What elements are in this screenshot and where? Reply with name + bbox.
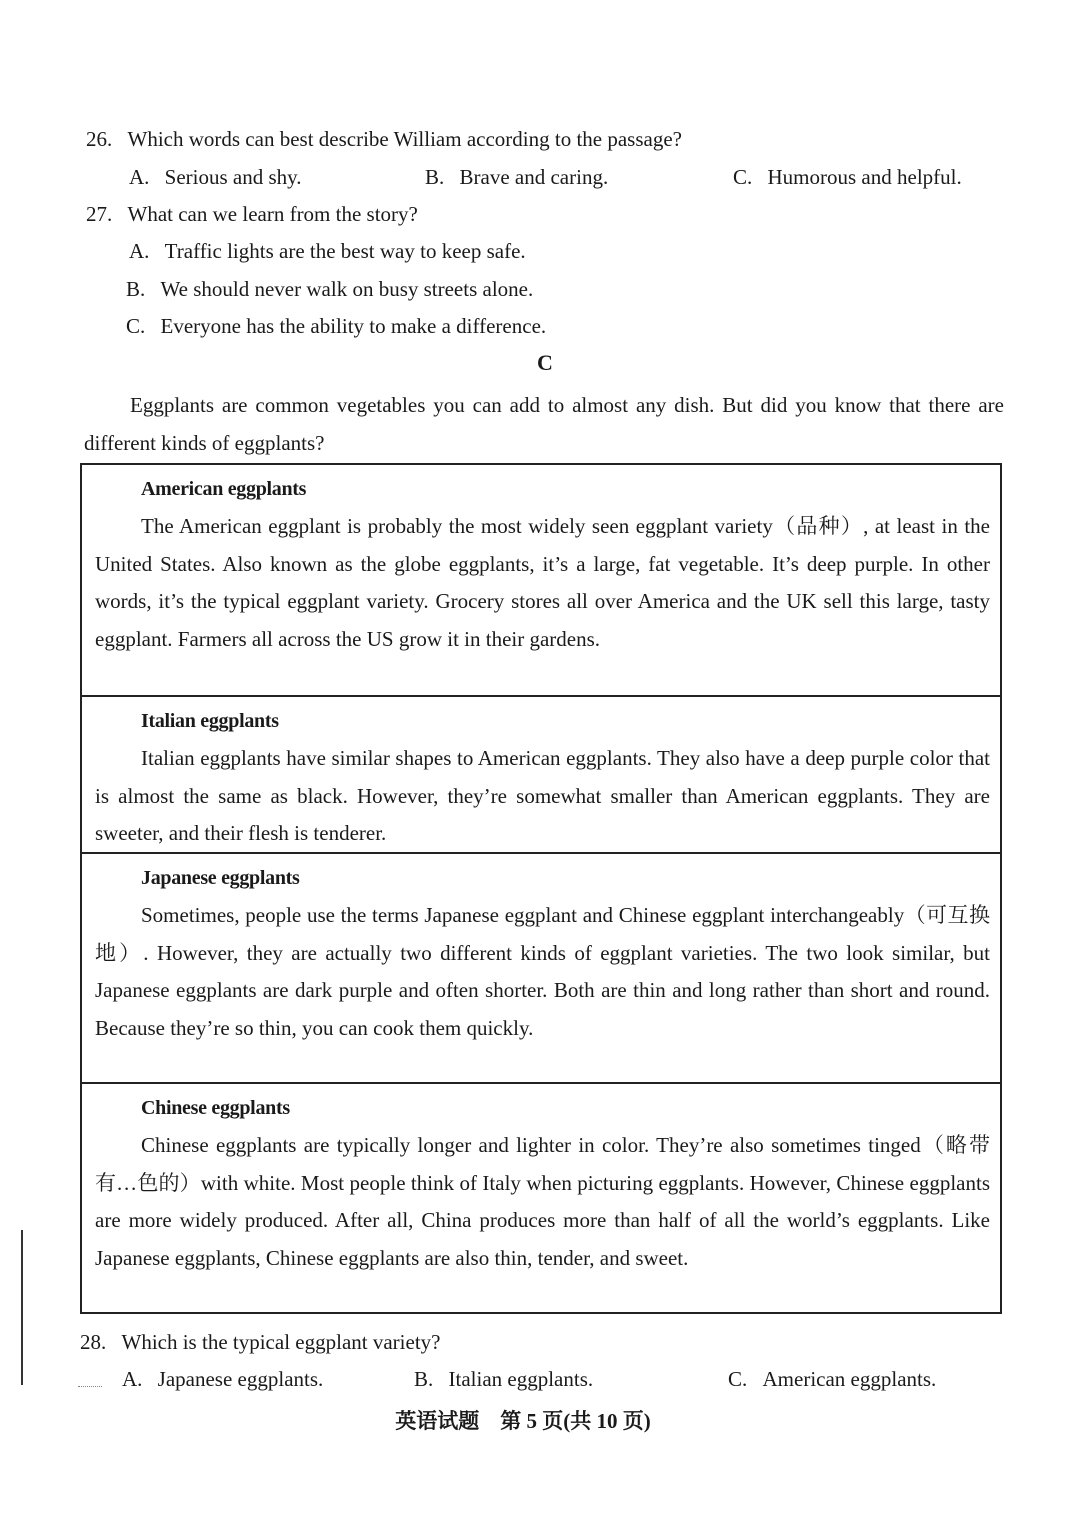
- page-footer: 英语试题 第 5 页(共 10 页): [395, 1409, 651, 1433]
- q27-option-a: [129, 237, 526, 265]
- option-label: A.: [129, 239, 150, 263]
- option-label: C.: [733, 165, 753, 189]
- cell-title: American eggplants: [141, 478, 307, 500]
- option-label: B.: [414, 1367, 434, 1391]
- option-text: Serious and shy.: [164, 165, 302, 189]
- option-label: A.: [122, 1367, 143, 1391]
- cell-text: Italian eggplants have similar shapes to American eggplants. They also have a deep purple color that is almost the same as black. However, they’re somewhat smaller than American eggplants. They are sweeter, and their flesh is tenderer.: [95, 746, 990, 845]
- option-text: We should never walk on busy streets alone.: [160, 277, 534, 301]
- table-cell-japanese: [82, 852, 1000, 1082]
- table-cell-chinese: [82, 1082, 1000, 1312]
- option-text: Italian eggplants.: [448, 1367, 594, 1391]
- cell-title: Chinese eggplants: [141, 1097, 290, 1119]
- scan-artifact-dots: [78, 1386, 102, 1387]
- question-27: [86, 200, 418, 228]
- option-label: C.: [126, 314, 146, 338]
- question-27-stem: What can we learn from the story?: [127, 202, 418, 226]
- q27-option-b: [126, 275, 533, 303]
- cell-title: Japanese eggplants: [141, 867, 300, 889]
- section-heading: C: [537, 350, 553, 375]
- q26-option-b: [425, 163, 608, 191]
- eggplant-table: [80, 463, 1002, 1314]
- option-label: A.: [129, 165, 150, 189]
- option-label: B.: [126, 277, 146, 301]
- cell-title: Italian eggplants: [141, 710, 279, 732]
- option-text: Japanese eggplants.: [157, 1367, 324, 1391]
- option-text: Traffic lights are the best way to keep safe.: [164, 239, 526, 263]
- table-cell-american: [82, 475, 1000, 695]
- option-text: Humorous and helpful.: [767, 165, 962, 189]
- section-intro: Eggplants are common vegetables you can add to almost any dish. But did you know that there are different kinds of eggplants?: [84, 393, 1004, 455]
- q26-option-a: [129, 163, 302, 191]
- question-27-number: 27.: [86, 202, 113, 226]
- q28-option-c: [728, 1365, 936, 1393]
- q27-option-c: [126, 312, 546, 340]
- q28-option-a: [122, 1365, 323, 1393]
- option-label: C.: [728, 1367, 748, 1391]
- option-text: Brave and caring.: [459, 165, 609, 189]
- cell-text: Sometimes, people use the terms Japanese eggplant and Chinese eggplant interchangeably（可互换地）. However, they are actually two different kinds of eggplant varieties. The two look similar, but Japanese eggplants are dark purple and often shorter. Both are thin and long rather than short and round. Because they’re so thin, you can cook them quickly.: [95, 903, 990, 1040]
- question-28-number: 28.: [80, 1330, 107, 1354]
- margin-line: [21, 1230, 23, 1385]
- q26-option-c: [733, 163, 962, 191]
- question-28-stem: Which is the typical eggplant variety?: [121, 1330, 441, 1354]
- question-26-number: 26.: [86, 127, 113, 151]
- option-text: Everyone has the ability to make a difference.: [160, 314, 547, 338]
- table-cell-italian: [82, 695, 1000, 852]
- q28-option-b: [414, 1365, 593, 1393]
- option-label: B.: [425, 165, 445, 189]
- cell-text: Chinese eggplants are typically longer and lighter in color. They’re also sometimes tinged（略带有…色的）with white. Most people think of Italy when picturing eggplants. However, Chinese eggplants are more widely produced. After all, China produces more than half of all the world’s eggplants. Like Japanese eggplants, Chinese eggplants are also thin, tender, and sweet.: [95, 1133, 990, 1270]
- option-text: American eggplants.: [762, 1367, 937, 1391]
- question-26: [86, 125, 682, 153]
- question-28: [80, 1328, 440, 1356]
- cell-text: The American eggplant is probably the most widely seen eggplant variety（品种）, at least in the United States. Also known as the globe eggplants, it’s a large, fat vegetable. It’s deep purple. In other words, it’s the typical eggplant variety. Grocery stores all over America and the UK sell this large, tasty eggplant. Farmers all across the US grow it in their gardens.: [95, 514, 990, 651]
- question-26-stem: Which words can best describe William according to the passage?: [127, 127, 682, 151]
